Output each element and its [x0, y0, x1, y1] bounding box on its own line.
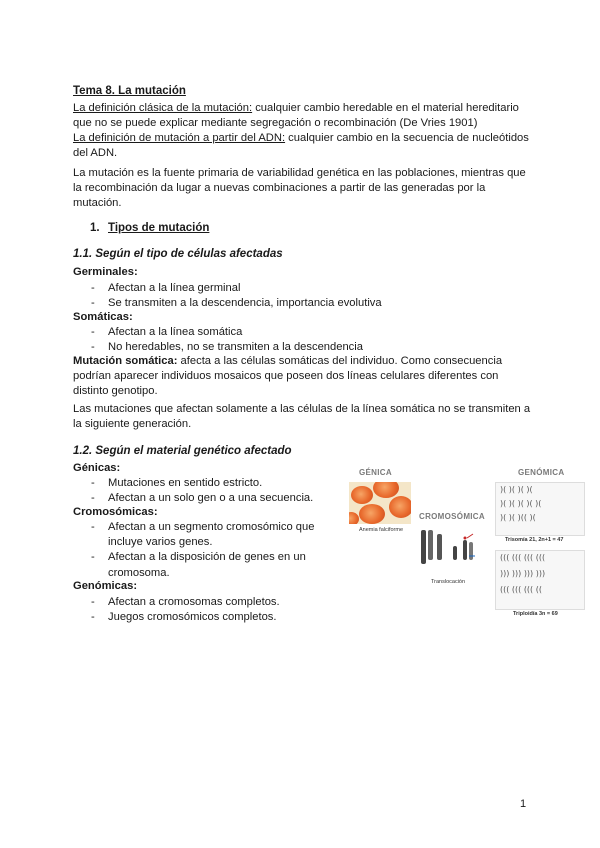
page-number: 1 [520, 798, 527, 810]
list-item: - Mutaciones en sentido estricto. [73, 476, 323, 491]
figure-label-genica: GÉNICA [359, 468, 392, 477]
subsection-heading-1-1: 1.1. Según el tipo de células afectadas [73, 248, 283, 260]
genomicas-label: Genómicas: [73, 580, 138, 592]
mutation-types-figure [343, 462, 583, 622]
somaticas-list [73, 325, 363, 355]
figure-label-genomica: GENÓMICA [518, 468, 565, 477]
list-item: - Afectan a un segmento cromosómico que incluye varios genes. [73, 520, 323, 550]
mutacion-somatica-text: afecta a las células somáticas del individuo. Como consecuencia podrían aparecer individuos mosaicos que poseen dos líneas celulares diferentes con distinto genotipo. [73, 355, 503, 398]
figure-label-cromosomica: CROMOSÓMICA [419, 512, 485, 521]
trisomy-karyotype-image: )( )( )( )( )( )( )( )( )( )( )( )(( )( [495, 482, 585, 536]
list-item: - Se transmiten a la descendencia, importancia evolutiva [73, 296, 382, 311]
definition-dna-label: La definición de mutación a partir del ADN: [73, 132, 286, 144]
list-item: - Afectan a cromosomas completos. [73, 595, 323, 610]
definition-classic-label: La definición clásica de la mutación: [73, 102, 253, 114]
intro-paragraph: La mutación es la fuente primaria de variabilidad genética en las poblaciones, mientras que la recombinación da lugar a nuevas combinaciones a partir de las generadas por la mutación. [73, 167, 526, 210]
list-item: - Juegos cromosómicos completos. [73, 610, 323, 625]
document-title: Tema 8. La mutación [73, 85, 186, 97]
caption-anemia: Anemia falciforme [358, 527, 404, 533]
definition-classic [73, 101, 535, 131]
mutacion-somatica-paragraph [73, 354, 535, 400]
caption-triploidia: Triploidía 3n = 69 [513, 611, 558, 617]
section-number: 1. [90, 222, 100, 234]
translocation-chromosomes-image [419, 526, 485, 576]
list-item: - Afectan a la disposición de genes en un cromosoma. [73, 550, 323, 580]
cromosomicas-list [73, 520, 323, 581]
list-item: - Afectan a un solo gen o a una secuencia. [73, 491, 323, 506]
caption-trisomia: Trisomía 21, 2n+1 = 47 [505, 537, 564, 543]
mutacion-somatica-label: Mutación somática: [73, 355, 178, 367]
section-heading-1 [90, 222, 209, 234]
subsection-heading-1-2: 1.2. Según el material genético afectado [73, 445, 292, 457]
somatic-transmission-paragraph: Las mutaciones que afectan solamente a las células de la línea somática no se transmiten a la siguiente generación. [73, 403, 531, 431]
list-item: - No heredables, no se transmiten a la descendencia [73, 340, 363, 355]
caption-translocacion: Translocación [431, 579, 466, 585]
genicas-label: Génicas: [73, 462, 121, 474]
germinales-list [73, 281, 382, 311]
somaticas-label: Somáticas: [73, 311, 133, 323]
genomicas-list [73, 595, 323, 625]
list-item: - Afectan a la línea somática [73, 325, 363, 340]
definition-dna [73, 131, 535, 161]
genicas-list [73, 476, 323, 506]
definition-classic-text: cualquier cambio heredable en el material hereditario que no se puede explicar mediante segregación o recombinación (De Vries 1901) [73, 102, 519, 130]
triploidy-karyotype-image: ((( ((( ((( ((( ))) ))) ))) ))) ((( ((( ((( (( [495, 550, 585, 610]
list-item: - Afectan a la línea germinal [73, 281, 382, 296]
definition-dna-text: cualquier cambio en la secuencia de nucleótidos del ADN. [73, 132, 529, 160]
germinales-label: Germinales: [73, 266, 138, 278]
section-title: Tipos de mutación [108, 222, 210, 234]
sickle-cell-image [349, 482, 411, 524]
cromosomicas-label: Cromosómicas: [73, 506, 158, 518]
